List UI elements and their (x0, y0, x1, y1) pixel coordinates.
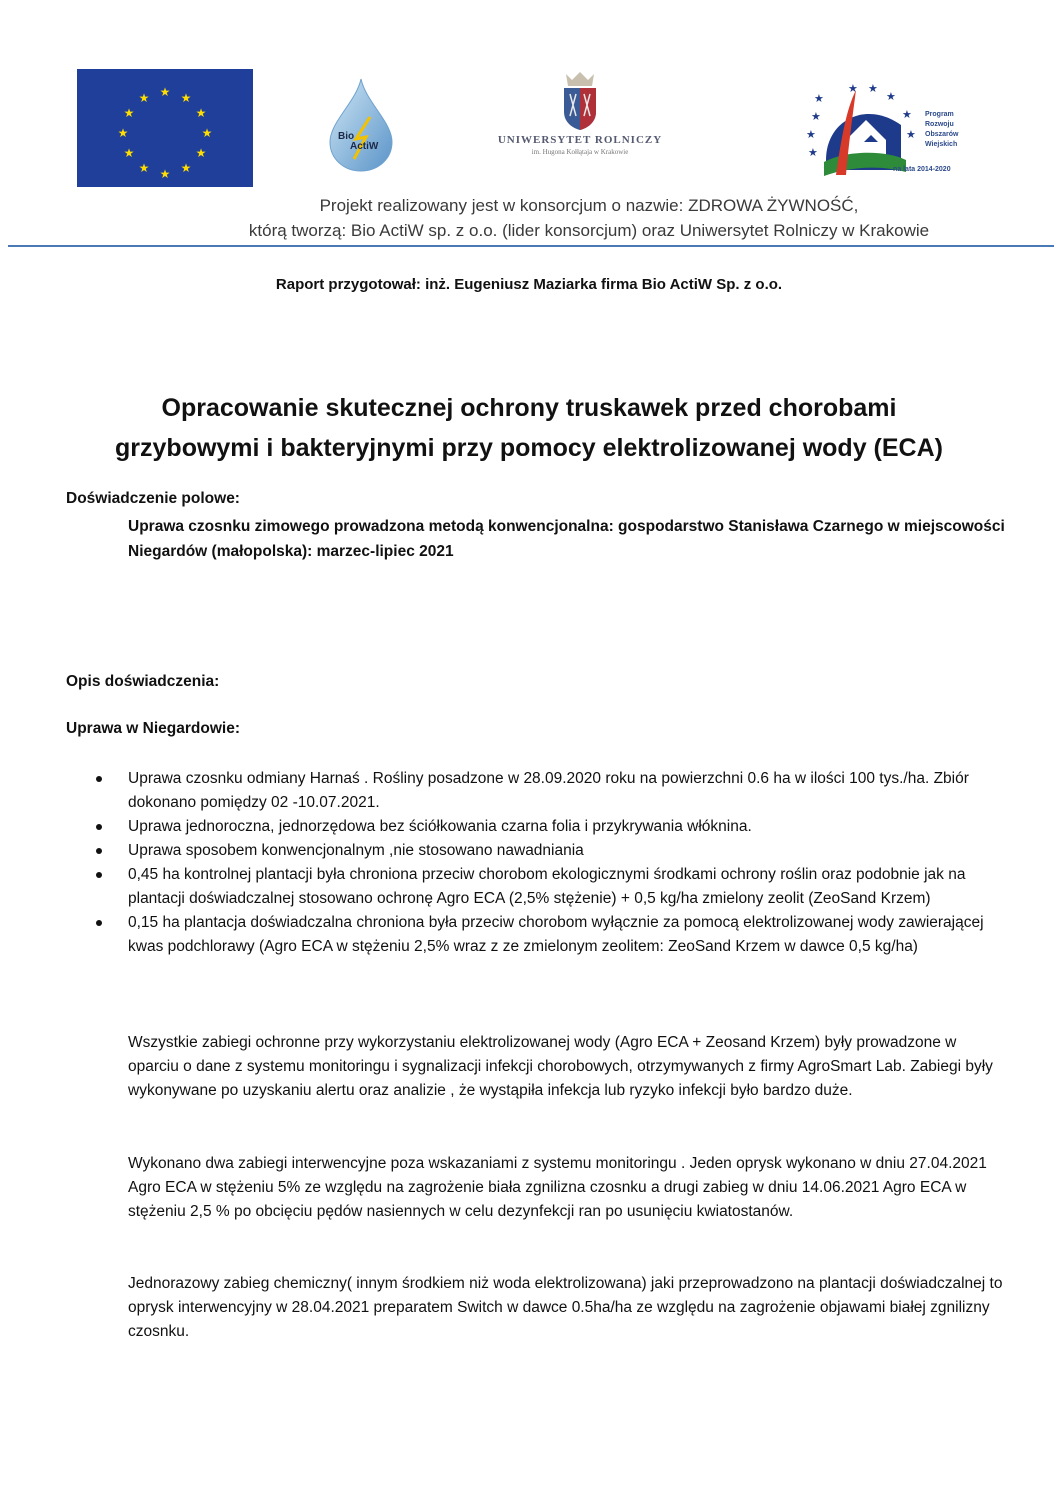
svg-text:★: ★ (117, 126, 129, 140)
svg-text:★: ★ (886, 90, 896, 103)
prow-emblem-icon (806, 80, 926, 190)
svg-text:★: ★ (906, 128, 916, 141)
svg-text:★: ★ (123, 106, 135, 120)
svg-text:★: ★ (180, 161, 192, 175)
svg-text:★: ★ (123, 146, 135, 160)
prow-program-text: Program Rozwoju Obszarów Wiejskich (925, 111, 959, 148)
svg-text:★: ★ (811, 110, 821, 123)
consortium-line-1: Projekt realizowany jest w konsorcjum o nazwie: ZDROWA ŻYWNOŚĆ, (319, 196, 859, 215)
university-logo (490, 70, 670, 170)
svg-text:★: ★ (902, 108, 912, 121)
svg-text:★: ★ (848, 82, 858, 95)
svg-text:★: ★ (195, 146, 207, 160)
university-name: UNIWERSYTET ROLNICZY (497, 134, 663, 146)
svg-text:★: ★ (138, 91, 150, 105)
svg-text:★: ★ (814, 92, 824, 105)
eu-stars-icon (77, 69, 253, 187)
university-crest-icon (560, 70, 600, 130)
svg-text:★: ★ (868, 82, 878, 95)
water-drop-icon (326, 77, 396, 173)
document-title: Opracowanie skutecznej ochrony truskawek przed chorobami grzybowymi i bakteryjnymi przy pomocy elektrolizowanej wody (ECA) (115, 394, 943, 462)
bullet-icon (96, 848, 102, 854)
description-heading: Opis doświadczenia: (66, 673, 220, 690)
university-subtitle: im. Hugona Kołłątaja w Krakowie (531, 148, 629, 156)
svg-text:★: ★ (180, 91, 192, 105)
svg-text:ActiW: ActiW (350, 141, 379, 152)
list-item: 0,45 ha kontrolnej plantacji była chroniona przeciw chorobom ekologicznymi środkami ochrony roślin oraz podobnie jak na plantacji doświadczalnej stosowano ochronę Agro ECA (2,5% stężenie) + 0,5 kg/ha zmielony zeolit (ZeoSand Krzem) (96, 863, 1016, 911)
site-heading: Uprawa w Niegardowie: (66, 720, 240, 737)
bullet-icon (96, 824, 102, 830)
svg-text:★: ★ (808, 146, 818, 159)
prow-years: na lata 2014-2020 (893, 166, 951, 173)
list-item: 0,15 ha plantacja doświadczalna chroniona była przeciw chorobom wyłącznie za pomocą elektrolizowanej wody zawierającej kwas podchlorawy (Agro ECA w stężeniu 2,5% wraz z ze zmielonym zeolitem: ZeoSand Krzem w dawce 0,5 kg/ha) (96, 911, 1016, 959)
paragraph-chemical-treatment: Jednorazowy zabieg chemiczny( innym środkiem niż woda elektrolizowana) jaki przeprowadzono na plantacji doświadczalnej to oprysk interwencyjny w 28.04.2021 preparatem Switch w dawce 0.5ha/ha ze względu na zagrożenie objawami białej zgnilizny czosnku. (128, 1275, 1003, 1340)
experiment-bullet-list (96, 767, 1016, 959)
svg-text:★: ★ (138, 161, 150, 175)
svg-text:Bio: Bio (338, 131, 355, 142)
paragraph-interventions: Wykonano dwa zabiegi interwencyjne poza wskazaniami z systemu monitoringu . Jeden oprysk wykonano w dniu 27.04.2021 Agro ECA w stężeniu 5% ze względu na zagrożenie biała zgnilizna czosnku a drugi zabieg w dniu 14.06.2021 Agro ECA w stężeniu 2,5 % po obcięciu pędów nasiennych w celu dezynfekcji ran po usunięciu kwiatostanów. (128, 1155, 987, 1220)
bio-actiw-logo (326, 77, 396, 173)
list-item: Uprawa jednoroczna, jednorzędowa bez ściółkowania czarna folia i przykrywania włóknina. (96, 815, 1016, 839)
svg-text:★: ★ (806, 128, 816, 141)
paragraph-monitoring: Wszystkie zabiegi ochronne przy wykorzystaniu elektrolizowanej wody (Agro ECA + Zeosand Krzem) były prowadzone w oparciu o dane z systemu monitoringu i sygnalizacji infekcji chorobowych, otrzymywanych z firmy AgroSmart Lab. Zabiegi były wykonywane po uzyskaniu alertu oraz analizie , że wystąpiła infekcja lub ryzyko infekcji było bardzo duże. (128, 1034, 993, 1099)
list-item: Uprawa czosnku odmiany Harnaś . Rośliny posadzone w 28.09.2020 roku na powierzchni 0.6 ha w ilości 100 tys./ha. Zbiór dokonano pomiędzy 02 -10.07.2021. (96, 767, 1016, 815)
eu-flag-logo (77, 69, 253, 187)
field-experiment-description: Uprawa czosnku zimowego prowadzona metodą konwencjonalna: gospodarstwo Stanisława Czarnego w miejscowości Niegardów (małopolska): marzec-lipiec 2021 (128, 518, 1005, 560)
svg-text:★: ★ (159, 167, 171, 181)
header-divider (8, 245, 1054, 247)
bullet-icon (96, 920, 102, 926)
prepared-by: Raport przygotował: inż. Eugeniusz Maziarka firma Bio ActiW Sp. z o.o. (275, 276, 783, 293)
bullet-icon (96, 872, 102, 878)
consortium-statement (0, 193, 1058, 243)
consortium-line-2: którą tworzą: Bio ActiW sp. z o.o. (lider konsorcjum) oraz Uniwersytet Rolniczy w Krakowie (248, 221, 930, 240)
svg-text:★: ★ (195, 106, 207, 120)
field-experiment-label: Doświadczenie polowe: (66, 490, 240, 507)
svg-text:★: ★ (159, 85, 171, 99)
svg-text:★: ★ (201, 126, 213, 140)
bullet-icon (96, 776, 102, 782)
list-item: Uprawa sposobem konwencjonalnym ,nie stosowano nawadniania (96, 839, 1016, 863)
